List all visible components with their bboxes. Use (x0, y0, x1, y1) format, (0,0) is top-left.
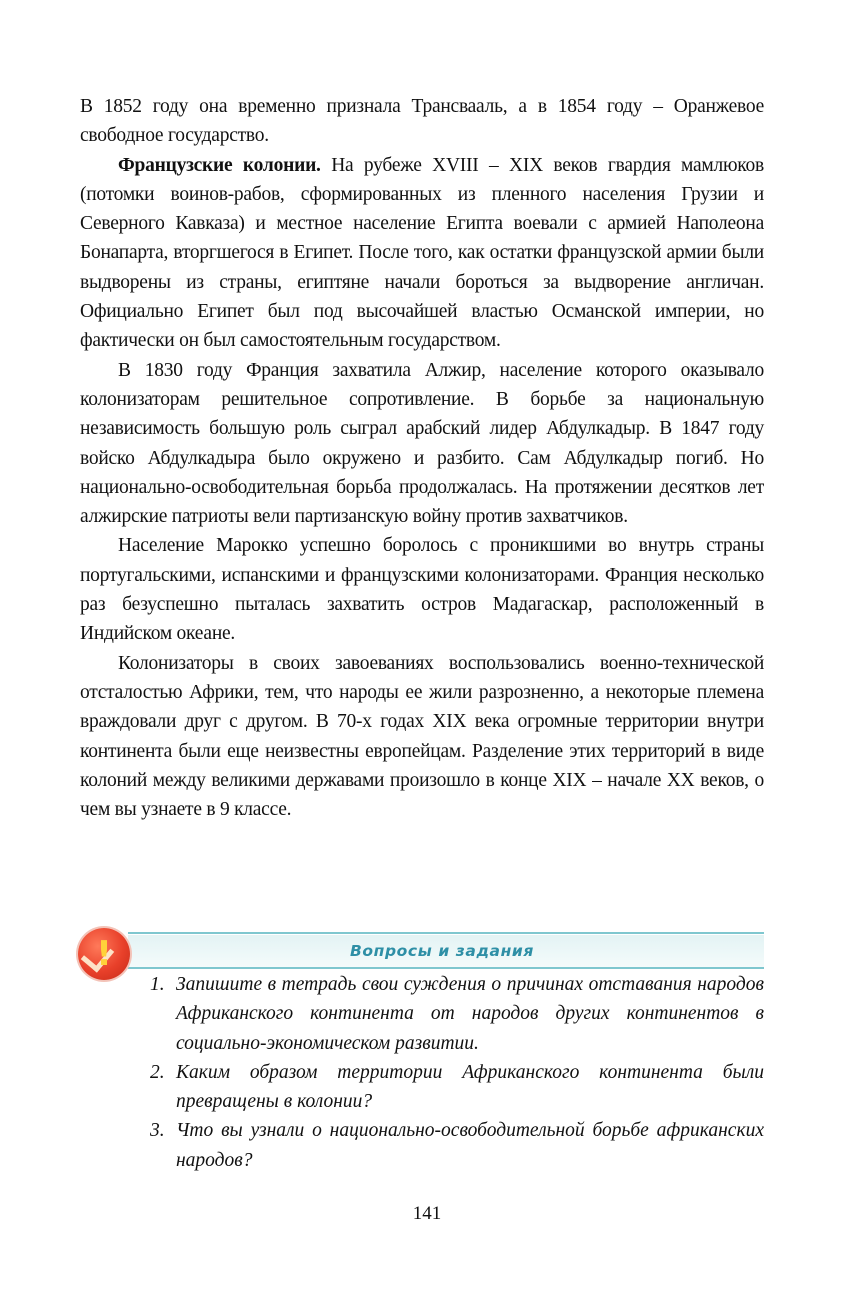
questions-section (78, 910, 764, 1190)
question-number: 1. (150, 974, 165, 995)
paragraph-5 (80, 649, 764, 825)
paragraph-4 (80, 531, 764, 648)
question-number: 3. (150, 1120, 165, 1142)
question-item (150, 970, 764, 1058)
questions-banner (128, 935, 764, 969)
paragraph-3-text: В 1830 году Франция захватила Алжир, население которого оказывало колонизаторам решительное сопротивление. В борьбе за национальную независимость большую роль сыграл арабский лидер Абдулкадыр. В 1847 году войско Абдулкадыра было окружено и разбито. Сам Абдулкадыр погиб. Но национально-освободительная борьба продолжалась. На протяжении десятков лет алжирские патриоты вели партизанскую войну против захватчиков. (80, 359, 764, 528)
questions-title: Вопросы и задания (350, 942, 534, 960)
question-text: Что вы узнали о национально-освободительной борьбе африканских народов? (176, 1120, 764, 1171)
question-exclamation-icon (78, 928, 130, 980)
paragraph-2 (80, 151, 764, 356)
paragraph-4-text: Население Марокко успешно боролось с проникшими во внутрь страны португальскими, испанскими и французскими колонизаторами. Франция несколько раз безуспешно пыталась захватить остров Мадагаскар, расположенный в Индийском океане. (80, 535, 764, 645)
question-number: 2. (150, 1061, 165, 1083)
questions-list (150, 970, 764, 1175)
section-heading-french-colonies: Французские колонии. (118, 154, 321, 176)
paragraph-2-text: На рубеже XVIII – XIX веков гвардия мамлюков (потомки воинов-рабов, сформированных из пленного населения Грузии и Северного Кавказа) и местное население Египта воевали с армией Наполеона Бонапарта, вторгшегося в Египет. После того, как остатки французской армии были выдворены из страны, египтяне начали бороться за выдворение англичан. Официально Египет был под высочайшей властью Османской империи, но фактически он был самостоятельным государством. (80, 154, 764, 352)
questions-banner-top-line (128, 932, 764, 934)
paragraph-3 (80, 356, 764, 532)
question-text: Запишите в тетрадь свои суждения о причинах отставания народов Африканского континента от народов других континентов в социально-экономическом развитии. (176, 974, 764, 1054)
paragraph-1-text: В 1852 году она временно признала Трансвааль, а в 1854 году – Оранжевое свободное государство. (80, 96, 764, 147)
question-item (150, 1058, 764, 1117)
page-number: 141 (412, 1203, 442, 1224)
page-body (80, 92, 764, 824)
question-item (150, 1116, 764, 1175)
question-text: Каким образом территории Африканского континента были превращены в колонии? (176, 1061, 764, 1113)
paragraph-5-text: Колонизаторы в своих завоеваниях воспользовались военно-технической отсталостью Африки, тем, что народы ее жили разрозненно, а некоторые племена враждовали друг с другом. В 70-х годах XIX века огромные территории внутри континента были еще неизвестны европейцам. Разделение этих территорий в виде колоний между великими державами произошло в конце XIX – начале XX веков, о чем вы узнаете в 9 классе. (80, 652, 764, 821)
exclamation-mark-shape: ! (96, 934, 112, 974)
paragraph-1 (80, 92, 764, 151)
